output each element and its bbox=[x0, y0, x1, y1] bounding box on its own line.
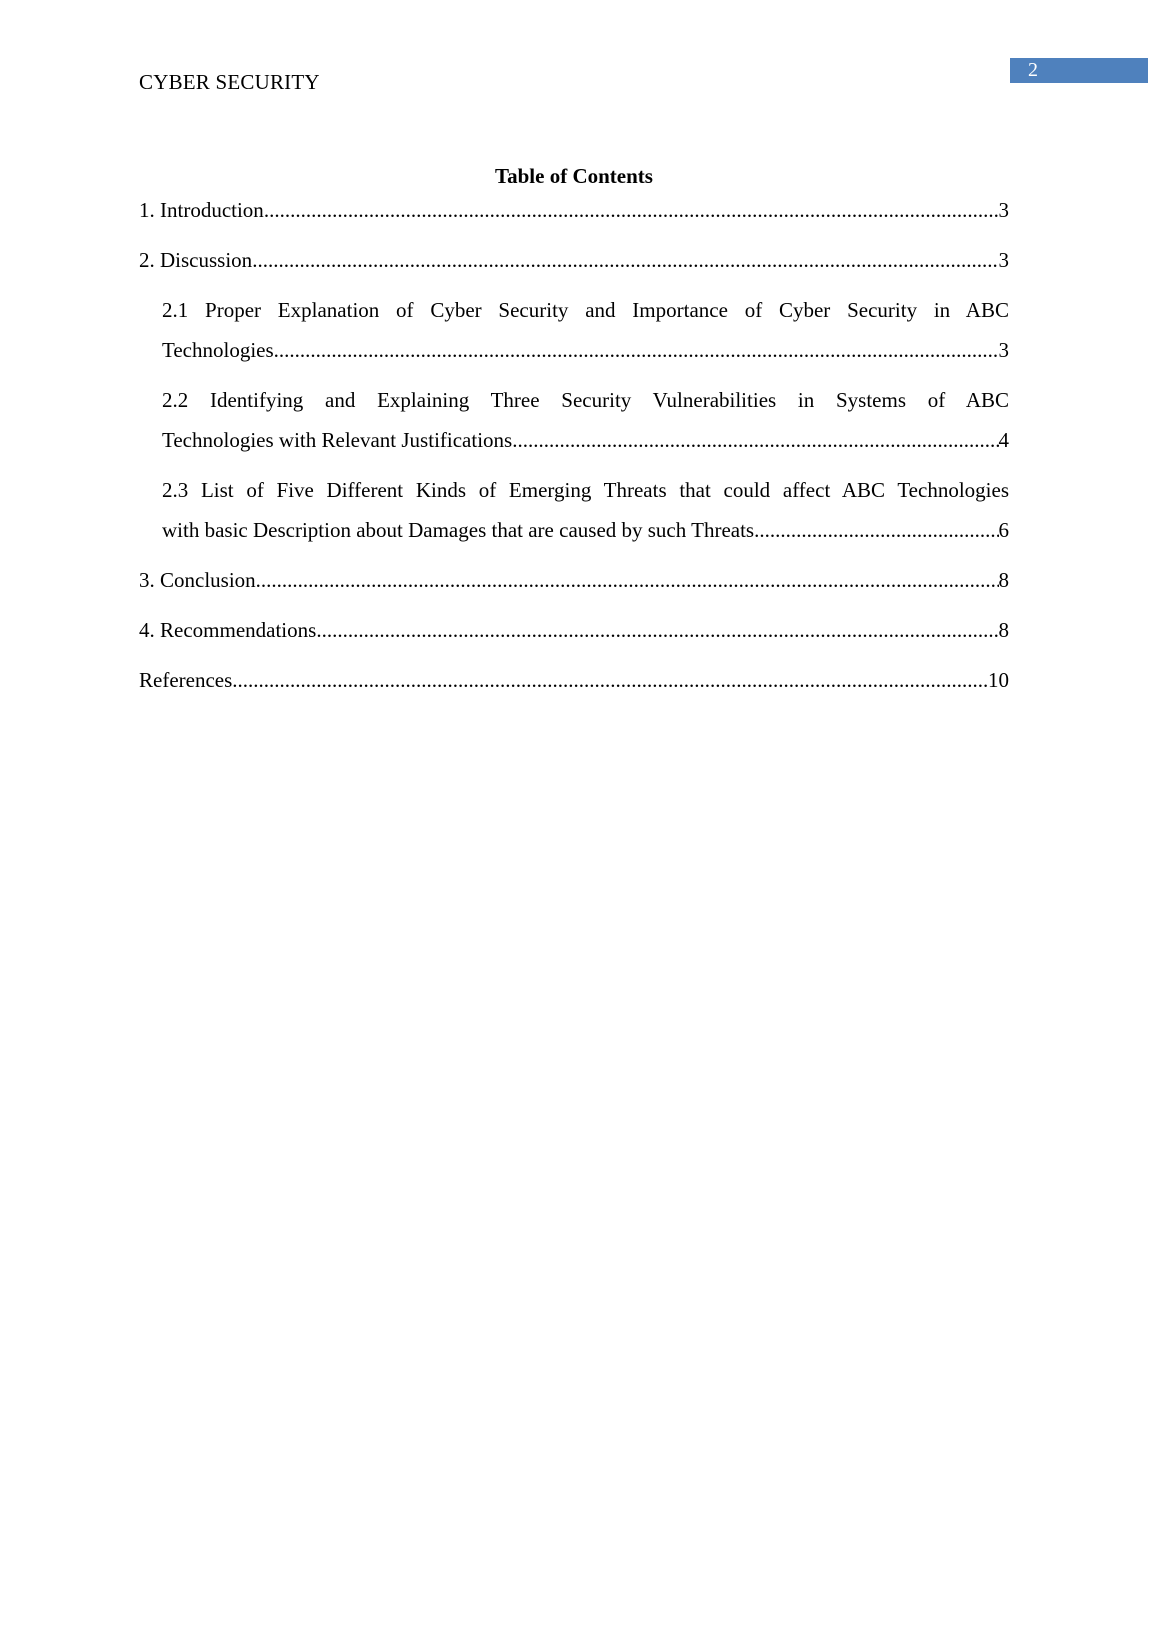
toc-entry-conclusion[interactable] bbox=[139, 560, 1009, 600]
toc-entry-2-3[interactable] bbox=[162, 470, 1009, 550]
toc-entry-label-line: 2.2 Identifying and Explaining Three Security Vulnerabilities in Systems of ABC bbox=[162, 388, 1009, 412]
toc-entry-page: 3 bbox=[998, 248, 1009, 272]
toc-entry-introduction[interactable] bbox=[139, 190, 1009, 230]
toc-entry-discussion[interactable] bbox=[139, 240, 1009, 280]
dot-leader bbox=[754, 510, 998, 550]
toc-entry-page: 3 bbox=[998, 338, 1009, 362]
toc-entry-page: 8 bbox=[998, 618, 1009, 642]
dot-leader bbox=[252, 240, 998, 280]
toc-entry-page: 10 bbox=[988, 668, 1009, 692]
dot-leader bbox=[274, 330, 999, 370]
dot-leader bbox=[264, 190, 999, 230]
toc-entry-2-1[interactable] bbox=[162, 290, 1009, 370]
toc-entry-page: 4 bbox=[998, 428, 1009, 452]
page-number-bar bbox=[1010, 58, 1148, 83]
toc-entry-label: with basic Description about Damages that are caused by such Threats bbox=[162, 518, 755, 542]
toc-entry-label: 4. Recommendations bbox=[139, 618, 317, 642]
dot-leader bbox=[256, 560, 999, 600]
table-of-contents bbox=[139, 190, 1009, 710]
toc-entry-label: 2. Discussion bbox=[139, 248, 253, 272]
toc-title: Table of Contents bbox=[495, 164, 653, 188]
dot-leader bbox=[232, 660, 988, 700]
toc-entry-references[interactable] bbox=[139, 660, 1009, 700]
toc-entry-page: 6 bbox=[998, 518, 1009, 542]
toc-entry-recommendations[interactable] bbox=[139, 610, 1009, 650]
toc-entry-label: 1. Introduction bbox=[139, 198, 264, 222]
toc-entry-page: 8 bbox=[998, 568, 1009, 592]
dot-leader bbox=[512, 420, 998, 460]
toc-entry-label: References bbox=[139, 668, 233, 692]
toc-entry-2-2[interactable] bbox=[162, 380, 1009, 460]
running-head: CYBER SECURITY bbox=[139, 70, 320, 94]
toc-entry-label: Technologies bbox=[162, 338, 274, 362]
page-number: 2 bbox=[1028, 59, 1038, 81]
dot-leader bbox=[316, 610, 998, 650]
toc-entry-label-line: 2.1 Proper Explanation of Cyber Security and Importance of Cyber Security in ABC bbox=[162, 298, 1009, 322]
toc-entry-label-line: 2.3 List of Five Different Kinds of Emerging Threats that could affect ABC Technologies bbox=[162, 478, 1009, 502]
toc-entry-label: 3. Conclusion bbox=[139, 568, 256, 592]
toc-entry-page: 3 bbox=[998, 198, 1009, 222]
toc-entry-label: Technologies with Relevant Justifications bbox=[162, 428, 513, 452]
